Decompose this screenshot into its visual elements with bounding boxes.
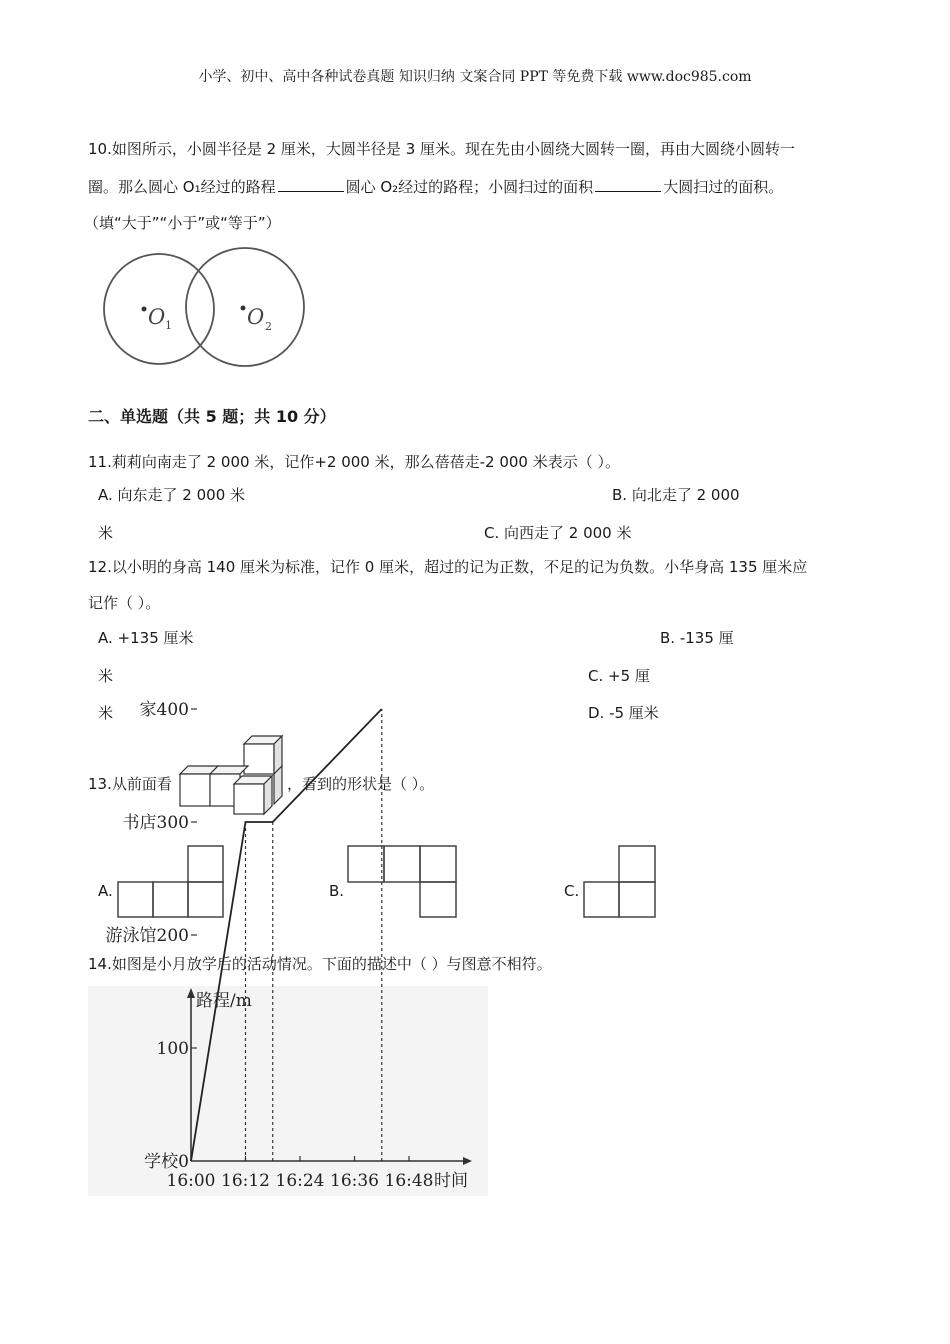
x-tick-label: 16:24	[275, 1171, 325, 1191]
y-tick-label: 100	[156, 1039, 189, 1059]
q11-option-a[interactable]: A. 向东走了 2 000 米	[98, 486, 246, 504]
q11-stem: 11.莉莉向南走了 2 000 米，记作+2 000 米，那么蓓蓓走-2 000 米表示（ ）。	[88, 453, 621, 471]
q12-line1: 12.以小明的身高 140 厘米为标准，记作 0 厘米，超过的记为正数，不足的记为负数。小华身高 135 厘米应	[88, 558, 808, 576]
q13-option-a-label[interactable]: A.	[98, 882, 113, 900]
q13-stem-b: ，看到的形状是（ ）。	[287, 775, 435, 793]
y-tick-label: 游泳馆200	[105, 926, 189, 946]
q12-wrap-2: 米	[98, 704, 114, 722]
q10-circles-figure	[88, 244, 313, 374]
q10-blank-1[interactable]	[278, 190, 344, 192]
q12-wrap-1: 米	[98, 667, 114, 685]
q11-option-c[interactable]: C. 向西走了 2 000 米	[484, 524, 632, 542]
q10-line1: 10.如图所示，小圆半径是 2 厘米，大圆半径是 3 厘米。现在先由小圆绕大圆转一圈，再由大圆绕小圆转一	[88, 140, 796, 158]
x-axis-title: 时间	[434, 1171, 468, 1191]
label-o1: O	[148, 305, 166, 329]
x-tick-label: 16:48	[384, 1171, 434, 1191]
q13-option-c-shape[interactable]	[582, 844, 658, 920]
q10-line2-part-b: 圆心 O₂经过的路程；小圆扫过的面积	[345, 178, 594, 196]
q10-line2-part-c: 大圆扫过的面积。	[663, 178, 784, 196]
q13-cube-stack-figure	[178, 734, 288, 818]
q12-option-c[interactable]: C. +5 厘	[588, 667, 650, 685]
q10-line2	[88, 176, 783, 197]
q13-stem-a: 13.从前面看	[88, 775, 172, 793]
q10-blank-2[interactable]	[595, 190, 661, 192]
section2-title: 二、单选题（共 5 题；共 10 分）	[88, 407, 336, 426]
x-tick-label: 16:36	[330, 1171, 379, 1191]
label-o2-sub: 2	[265, 320, 272, 333]
q10-line3: （填“大于”“小于”或“等于”）	[84, 214, 281, 232]
q12-option-d[interactable]: D. -5 厘米	[588, 704, 659, 722]
q12-option-b[interactable]: B. -135 厘	[660, 629, 734, 647]
center-o2-dot	[241, 306, 246, 311]
y-tick-label: 书店300	[122, 813, 189, 833]
q13-option-b-label[interactable]: B.	[329, 882, 345, 900]
label-o1-sub: 1	[165, 319, 172, 332]
q11-option-b-wrap: 米	[98, 524, 114, 542]
y-tick-label: 家400	[139, 700, 189, 720]
q12-option-a[interactable]: A. +135 厘米	[98, 629, 194, 647]
y-axis-title: 路程/m	[196, 991, 252, 1011]
q13-option-c-label[interactable]: C.	[564, 882, 580, 900]
q13-option-b-shape[interactable]	[346, 844, 458, 920]
q10-line2-part-a: 圈。那么圆心 O₁经过的路程	[88, 178, 276, 196]
label-o2: O	[247, 305, 265, 329]
y-tick-label: 学校0	[144, 1152, 189, 1172]
q14-stem: 14.如图是小月放学后的活动情况。下面的描述中（ ）与图意不相符。	[88, 955, 552, 973]
q12-line2: 记作（ ）。	[88, 594, 161, 612]
x-tick-label: 16:00	[166, 1171, 216, 1191]
x-tick-label: 16:12	[221, 1171, 270, 1191]
center-o1-dot	[142, 307, 147, 312]
q13-option-a-shape[interactable]	[116, 844, 226, 920]
q11-option-b[interactable]: B. 向北走了 2 000	[612, 486, 740, 504]
page-header: 小学、初中、高中各种试卷真题 知识归纳 文案合同 PPT 等免费下载 www.doc985.com	[198, 69, 752, 85]
